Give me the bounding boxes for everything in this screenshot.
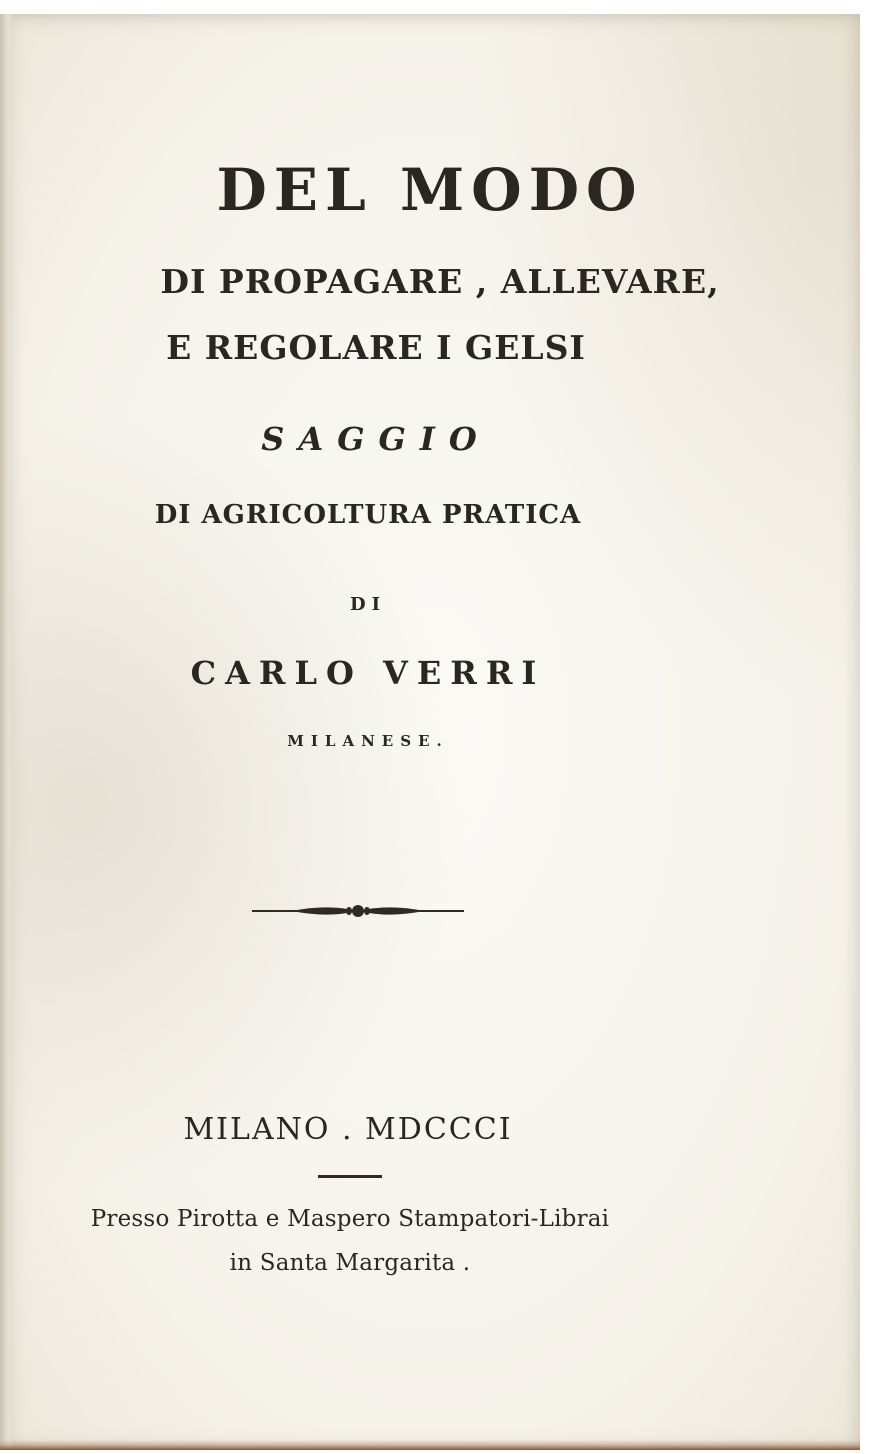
genre-heading: SAGGIO (261, 420, 491, 458)
publisher-line: Presso Pirotta e Maspero Stampatori-Librai (90, 1206, 610, 1232)
by-line: DI (349, 594, 387, 615)
imprint-place-date: MILANO . MDCCCI (183, 1112, 513, 1147)
book-title: DEL MODO (216, 156, 644, 224)
genre-detail: DI AGRICOLTURA PRATICA (154, 500, 582, 530)
imprint-rule (318, 1175, 382, 1178)
subtitle-line-2: E REGOLARE I GELSI (166, 328, 586, 367)
page-bottom-edge (0, 1440, 860, 1450)
author-name: CARLO VERRI (190, 654, 546, 692)
subtitle-line-1: DI PROPAGARE , ALLEVARE, (160, 262, 720, 301)
ornament-divider-icon (252, 902, 464, 920)
title-page (0, 14, 860, 1450)
author-origin: MILANESE. (287, 732, 449, 750)
publisher-location: in Santa Margarita . (229, 1250, 471, 1276)
